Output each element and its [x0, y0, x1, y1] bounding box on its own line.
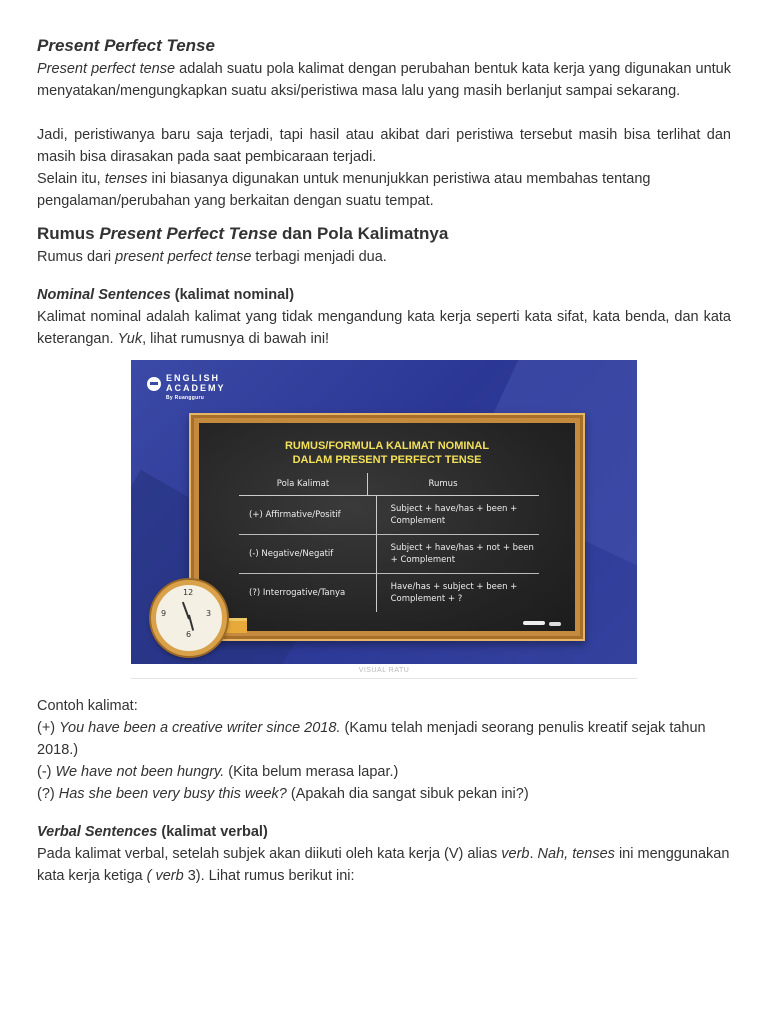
image-banner: [131, 360, 637, 664]
table-row: (+) Affirmative/Positif Subject + have/has + been + Complement: [239, 496, 539, 535]
paragraph-rumus-intro: Rumus dari present perfect tense terbagi menjadi dua.: [37, 249, 387, 265]
board-title: RUMUS/FORMULA KALIMAT NOMINAL DALAM PRESENT PERFECT TENSE: [284, 440, 490, 466]
table-header: Pola Kalimat Rumus: [239, 473, 539, 496]
english-academy-logo: ENGLISH ACADEMY By Ruangguru: [147, 373, 226, 403]
table-row: (?) Interrogative/Tanya Have/has + subject + been + Complement + ?: [239, 574, 539, 612]
paragraph-explanation: Jadi, peristiwanya baru saja terjadi, tapi hasil atau akibat dari peristiwa tersebut masih bisa terlihat dan masih bisa dirasakan pada saat pembicaraan terjadi.: [37, 127, 731, 165]
section-heading-present-perfect: Present Perfect Tense: [37, 36, 215, 55]
clock-icon: 12 3 6 9: [151, 580, 227, 656]
paragraph-definition: Present perfect tense adalah suatu pola kalimat dengan perubahan bentuk kata kerja yang digunakan untuk menyatakan/mengungkapkan suatu aksi/peristiwa masa lalu yang masih berlanjut sampai sekarang.: [37, 61, 731, 99]
paragraph-verbal: Pada kalimat verbal, setelah subjek akan diikuti oleh kata kerja (V) alias verb. Nah, tenses ini menggunakan kata kerja ketiga ( verb 3). Lihat rumus berikut ini:: [37, 846, 730, 884]
image-caption: VISUAL RATU: [131, 664, 637, 679]
table-row: (-) Negative/Negatif Subject + have/has + not + been + Complement: [239, 535, 539, 574]
chalkboard: [189, 413, 585, 641]
chat-bubble-icon: [147, 377, 161, 391]
paragraph-usage: Selain itu, tenses ini biasanya digunakan untuk menunjukkan peristiwa atau membahas tentang pengalaman/perubahan yang berkaitan dengan suatu tempat.: [37, 171, 651, 209]
section-heading-rumus: Rumus Present Perfect Tense dan Pola Kalimatnya: [37, 224, 449, 243]
chalk-icon: [549, 622, 561, 626]
formula-image: [131, 360, 637, 679]
examples-label: Contoh kalimat:: [37, 698, 138, 714]
paragraph-nominal: Kalimat nominal adalah kalimat yang tidak mengandung kata kerja seperti kata sifat, kata benda, dan kata keterangan. Yuk, lihat rumusnya di bawah ini!: [37, 309, 731, 347]
formula-table: [239, 473, 539, 612]
example-positive: (+) You have been a creative writer since 2018. (Kamu telah menjadi seorang penulis kreatif sejak tahun 2018.): [37, 720, 706, 758]
subheading-verbal: Verbal Sentences (kalimat verbal): [37, 824, 268, 840]
example-negative: (-) We have not been hungry. (Kita belum merasa lapar.): [37, 764, 399, 780]
chalk-icon: [523, 621, 545, 625]
example-question: (?) Has she been very busy this week? (Apakah dia sangat sibuk pekan ini?): [37, 786, 529, 802]
subheading-nominal: Nominal Sentences (kalimat nominal): [37, 287, 295, 303]
article-body: [37, 34, 731, 887]
